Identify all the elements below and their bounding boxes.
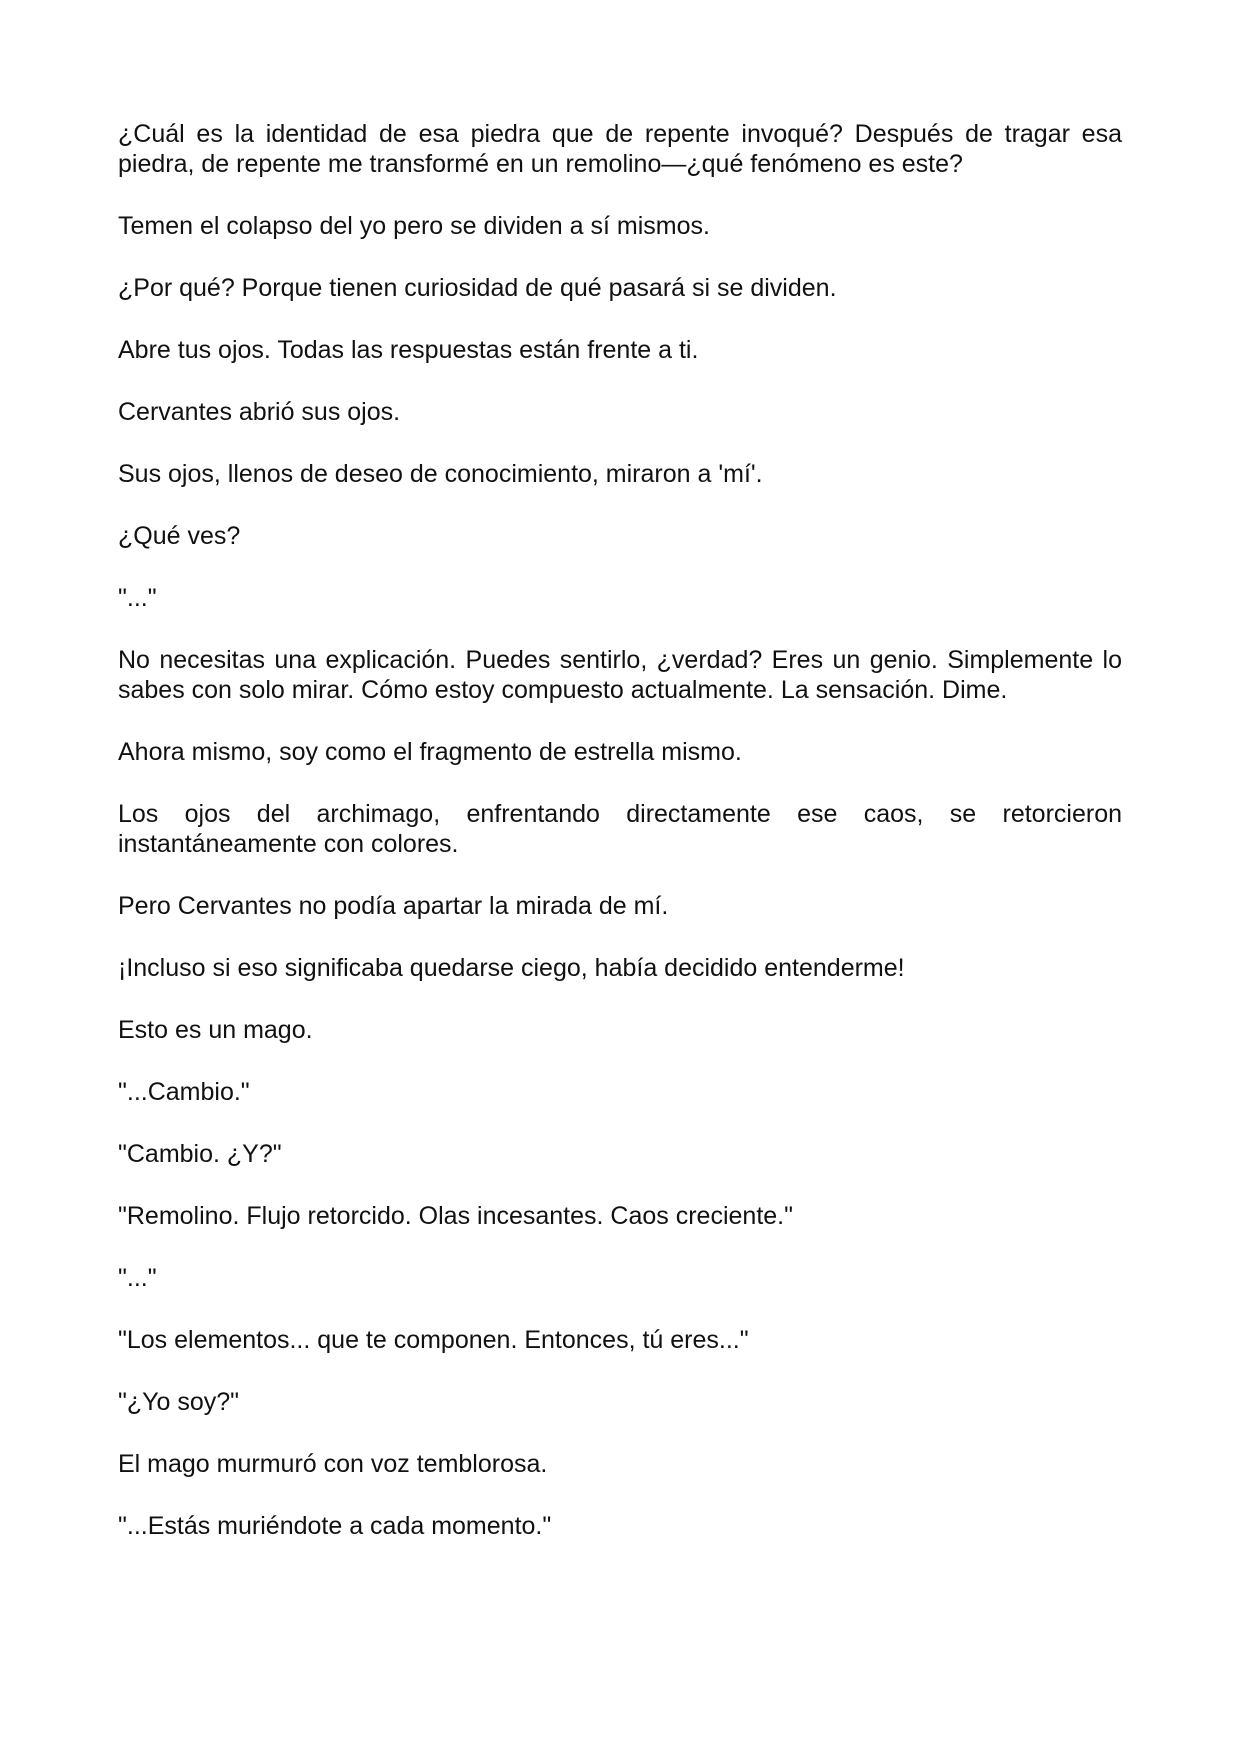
- paragraph-4: Abre tus ojos. Todas las respuestas están frente a ti.: [118, 336, 699, 364]
- paragraph-15: "...Cambio.": [118, 1078, 250, 1106]
- paragraph-12: Pero Cervantes no podía apartar la mirada de mí.: [118, 892, 669, 920]
- paragraph-19: "Los elementos... que te componen. Entonces, tú eres...": [118, 1326, 749, 1354]
- paragraph-16: "Cambio. ¿Y?": [118, 1140, 282, 1168]
- paragraph-13: ¡Incluso si eso significaba quedarse ciego, había decidido entenderme!: [118, 954, 905, 982]
- paragraph-6: Sus ojos, llenos de deseo de conocimiento, miraron a 'mí'.: [118, 460, 763, 488]
- paragraph-1: ¿Cuál es la identidad de esa piedra que de repente invoqué? Después de tragar esa piedra, de repente me transformé en un remolino—¿qué fenómeno es este?: [118, 120, 1122, 178]
- paragraph-20: "¿Yo soy?": [118, 1388, 240, 1416]
- paragraph-10: Ahora mismo, soy como el fragmento de estrella mismo.: [118, 738, 742, 766]
- paragraph-9: No necesitas una explicación. Puedes sentirlo, ¿verdad? Eres un genio. Simplemente lo sabes con solo mirar. Cómo estoy compuesto actualmente. La sensación. Dime.: [118, 646, 1122, 704]
- paragraph-8: "...": [118, 584, 157, 612]
- paragraph-5: Cervantes abrió sus ojos.: [118, 398, 401, 426]
- paragraph-22: "...Estás muriéndote a cada momento.": [118, 1512, 552, 1540]
- paragraph-17: "Remolino. Flujo retorcido. Olas incesantes. Caos creciente.": [118, 1202, 793, 1230]
- paragraph-14: Esto es un mago.: [118, 1016, 313, 1044]
- document-body: [118, 119, 1122, 1573]
- paragraph-18: "...": [118, 1264, 157, 1292]
- paragraph-11: Los ojos del archimago, enfrentando directamente ese caos, se retorcieron instantáneamente con colores.: [118, 800, 1122, 858]
- paragraph-21: El mago murmuró con voz temblorosa.: [118, 1450, 548, 1478]
- paragraph-2: Temen el colapso del yo pero se dividen a sí mismos.: [118, 212, 710, 240]
- paragraph-3: ¿Por qué? Porque tienen curiosidad de qué pasará si se dividen.: [118, 274, 837, 302]
- paragraph-7: ¿Qué ves?: [118, 522, 241, 550]
